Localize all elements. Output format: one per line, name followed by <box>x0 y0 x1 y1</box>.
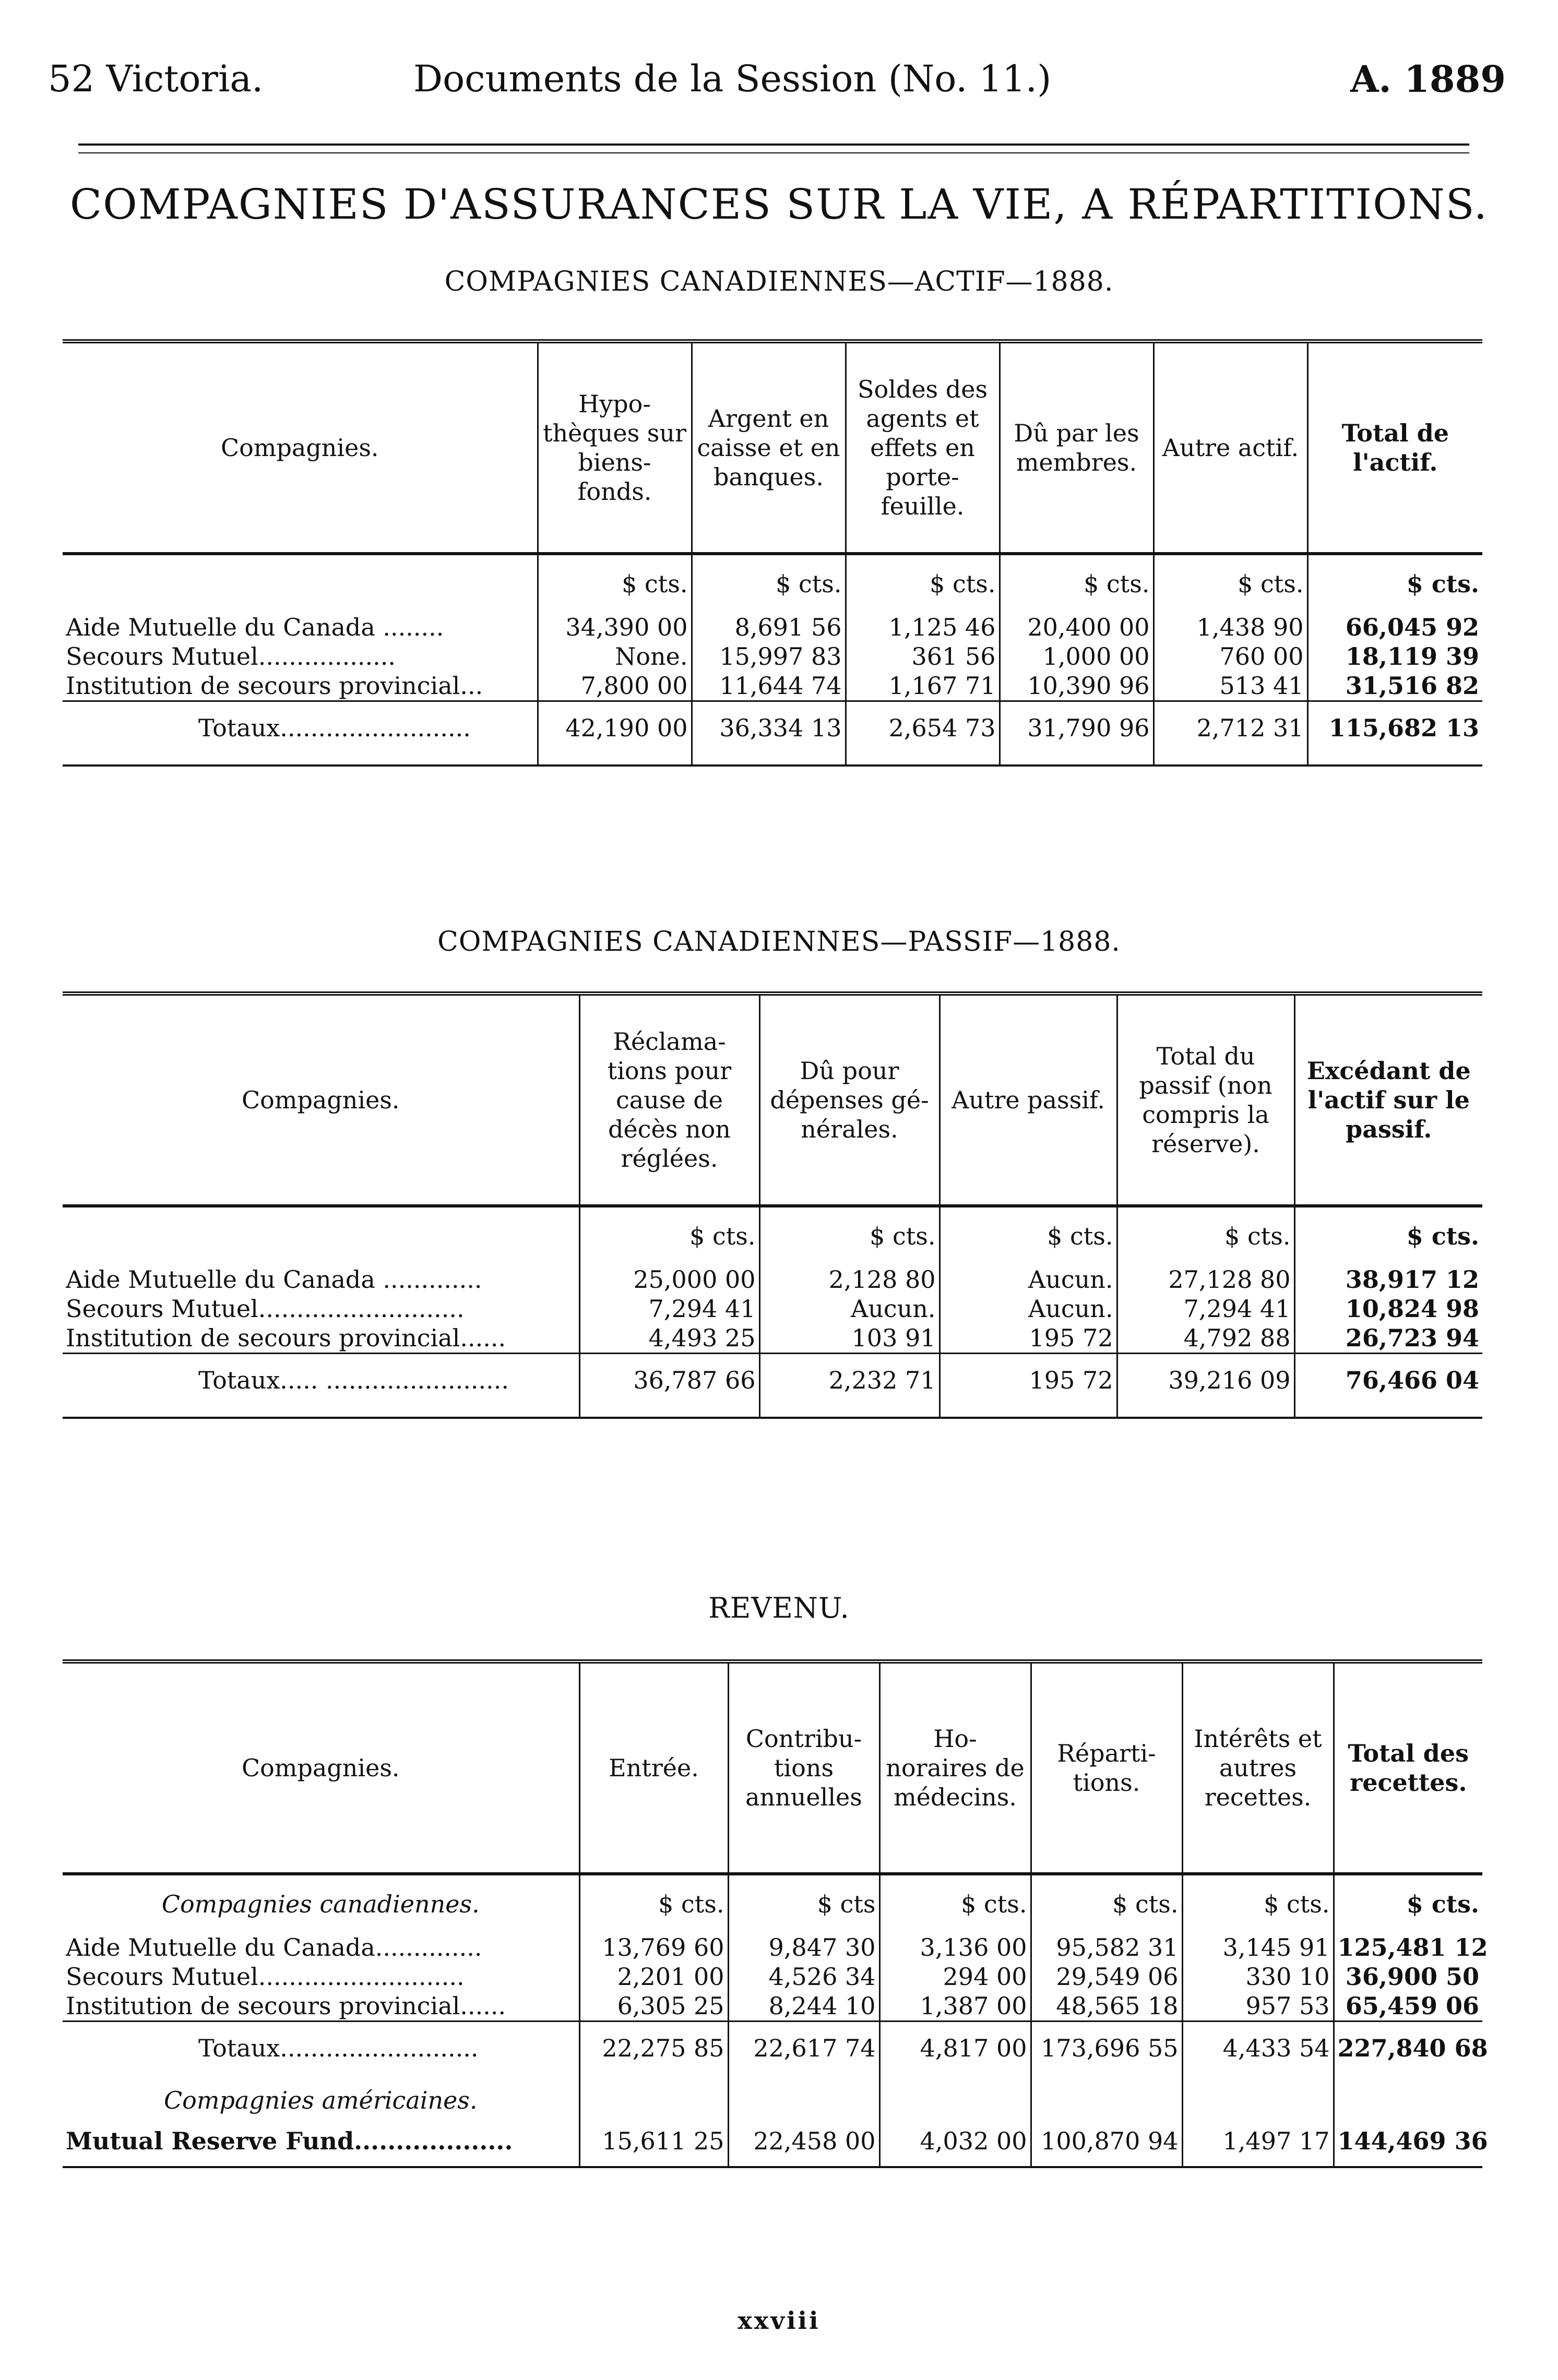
section-americaines-row <box>63 2074 1482 2126</box>
revenu-col-repartitions: Réparti-tions. <box>1031 1661 1182 1874</box>
revenu-title: REVENU. <box>708 1592 850 1624</box>
actif-units-row: $ cts. $ cts. $ cts. $ cts. $ cts. $ cts. <box>63 555 1482 613</box>
passif-col-excedant: Excédant de l'actif sur le passif. <box>1294 994 1482 1206</box>
table-row: Secours Mutuel........................... 7,294 41 Aucun. Aucun. 7,294 41 10,824 98 <box>63 1294 1482 1323</box>
revenu-col-compagnies: Compagnies. <box>63 1661 579 1874</box>
table-row: Aide Mutuelle du Canada.............. 13,769 60 9,847 30 3,136 00 95,582 31 3,145 91 125,481 12 <box>66 1933 1488 1962</box>
section-canadiennes: Compagnies canadiennes. <box>161 1890 480 1918</box>
table-row: Secours Mutuel.................. None. 15,997 83 361 56 1,000 00 760 00 18,119 39 <box>63 642 1482 671</box>
passif-col-total-passif: Total du passif (non compris la réserve). <box>1117 994 1294 1206</box>
revenu-col-total: Total des recettes. <box>1334 1661 1482 1874</box>
passif-col-reclamations: Réclama-tions pour cause de décès non réglées. <box>579 994 759 1206</box>
actif-col-du-par-membres: Dû par les membres. <box>1000 341 1153 554</box>
header-right: A. 1889 <box>1350 57 1506 101</box>
revenu-header-row <box>63 1661 1482 1874</box>
header-center: Documents de la Session (No. 11.) <box>413 57 1052 100</box>
actif-header-row <box>63 341 1482 554</box>
table-row: Mutual Reserve Fund................... 15,611 25 22,458 00 4,032 00 100,870 94 1,497 17 144,469 36 <box>66 2127 1488 2155</box>
revenu-col-contributions: Contribu-tions annuelles <box>728 1661 879 1874</box>
passif-col-autre-passif: Autre passif. <box>939 994 1117 1206</box>
table-row: Institution de secours provincial...... 6,305 25 8,244 10 1,387 00 48,565 18 957 53 65,459 06 <box>63 1991 1482 2022</box>
actif-col-autre-actif: Autre actif. <box>1153 341 1307 554</box>
table-row: Aide Mutuelle du Canada ........ 34,390 00 8,691 56 1,125 46 20,400 00 1,438 90 66,045 92 <box>63 613 1482 642</box>
actif-total-row: Totaux......................... 42,190 00 36,334 13 2,654 73 31,790 96 2,712 31 115,682 13 <box>63 701 1482 755</box>
table-row: Institution de secours provincial... 7,800 00 11,644 74 1,167 71 10,390 96 513 41 31,516 82 <box>63 671 1482 701</box>
actif-col-soldes: Soldes des agents et effets en porte-feuille. <box>846 341 1000 554</box>
actif-col-argent: Argent en caisse et en banques. <box>692 341 846 554</box>
passif-col-du-pour-depenses: Dû pour dépenses gé-nérales. <box>759 994 939 1206</box>
table-row: Institution de secours provincial...... 4,493 25 103 91 195 72 4,792 88 26,723 94 <box>63 1323 1482 1354</box>
header-rule <box>78 143 1469 146</box>
table-row: Aide Mutuelle du Canada ............. 25,000 00 2,128 80 Aucun. 27,128 80 38,917 12 <box>63 1265 1482 1294</box>
table-row: Secours Mutuel........................... 2,201 00 4,526 34 294 00 29,549 06 330 10 36,900 50 <box>63 1962 1482 1991</box>
revenu-table <box>63 1659 1488 2168</box>
actif-table <box>63 339 1482 767</box>
actif-title: COMPAGNIES CANADIENNES—ACTIF—1888. <box>444 266 1114 297</box>
revenu-col-honoraires: Ho-noraires de médecins. <box>879 1661 1031 1874</box>
page-header <box>48 57 1506 110</box>
passif-title: COMPAGNIES CANADIENNES—PASSIF—1888. <box>437 926 1121 958</box>
actif-col-hypotheques: Hypo-thèques sur biens-fonds. <box>538 341 692 554</box>
revenu-total-row: Totaux.......................... 22,275 85 22,617 74 4,817 00 173,696 55 4,433 54 227,840 68 <box>63 2022 1482 2075</box>
passif-header-row <box>63 994 1482 1206</box>
passif-units-row: $ cts. $ cts. $ cts. $ cts. $ cts. <box>63 1207 1482 1265</box>
passif-total-row: Totaux..... ........................ 36,787 66 2,232 71 195 72 39,216 09 76,466 04 <box>63 1354 1482 1407</box>
header-rule-thin <box>78 152 1469 153</box>
passif-col-compagnies: Compagnies. <box>63 994 579 1206</box>
revenu-units-row: Compagnies canadiennes. $ cts. $ cts $ cts. $ cts. $ cts. $ cts. <box>63 1875 1482 1933</box>
actif-col-total: Total de l'actif. <box>1307 341 1482 554</box>
page-number: xxviii <box>738 2306 820 2335</box>
actif-col-compagnies: Compagnies. <box>63 341 538 554</box>
passif-table <box>63 991 1482 1419</box>
revenu-col-entree: Entrée. <box>579 1661 728 1874</box>
section-americaines: Compagnies américaines. <box>163 2086 478 2114</box>
main-title: COMPAGNIES D'ASSURANCES SUR LA VIE, A RÉPARTITIONS. <box>69 180 1489 229</box>
header-left: 52 Victoria. <box>48 57 264 100</box>
revenu-col-interets: Intérêts et autres recettes. <box>1182 1661 1334 1874</box>
